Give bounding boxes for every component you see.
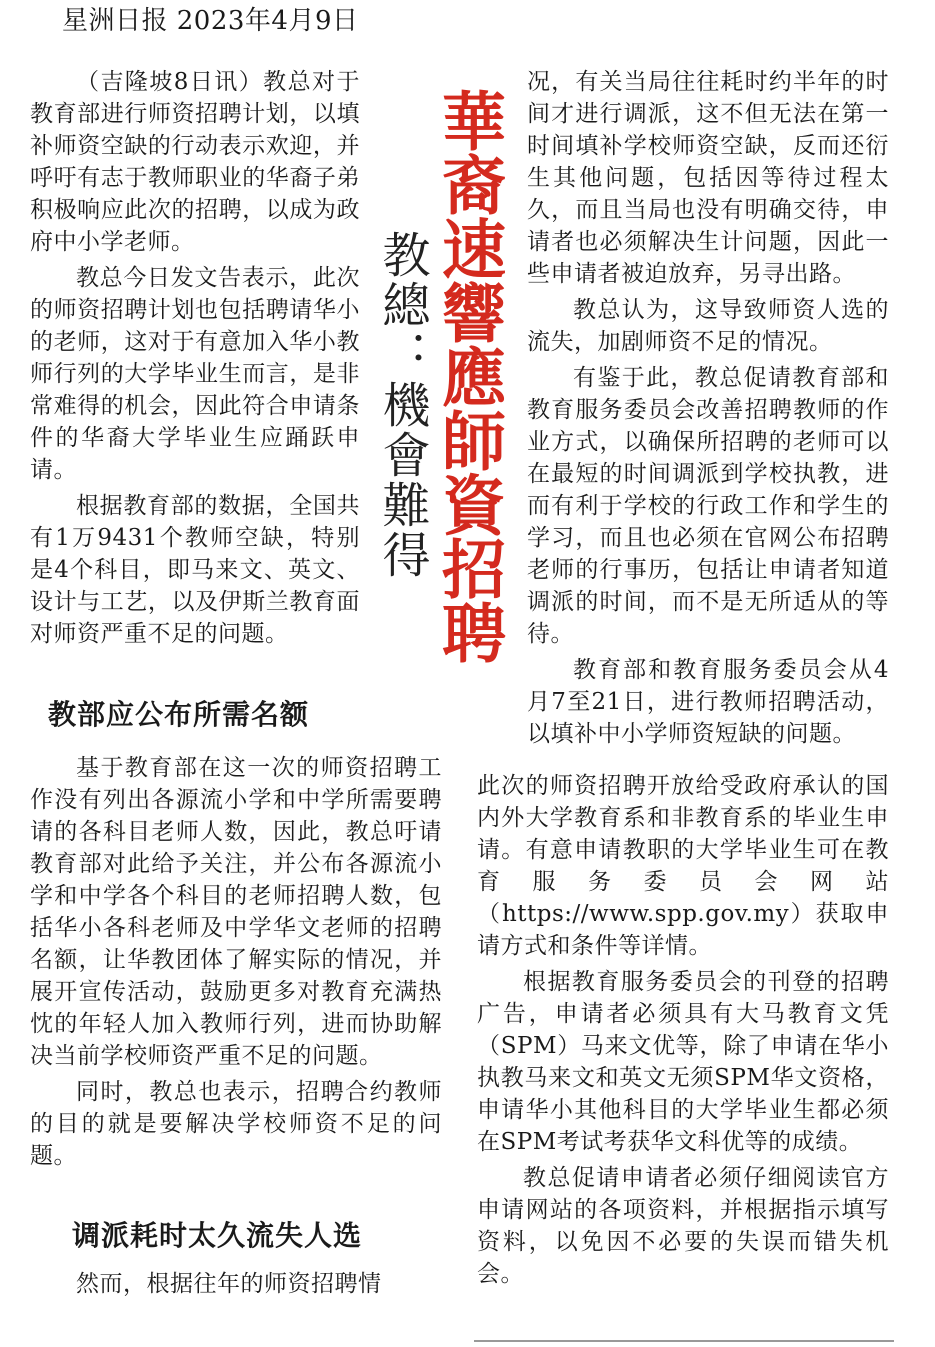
paragraph: 况，有关当局往往耗时约半年的时间才进行调派，这不但无法在第一时间填补学校师资空缺，反而还衍生其他问题，包括因等待过程太久，而且当局也没有明确交待，申请者也必须解决生计问题，因此一些申请者被迫放弃，另寻出路。 xyxy=(527,69,889,287)
paragraph: 教总认为，这导致师资人选的流失，加剧师资不足的情况。 xyxy=(527,297,889,355)
masthead-date: 星洲日报 2023年4月9日 xyxy=(62,6,359,36)
article-column-right xyxy=(527,66,889,750)
headline: 華裔速響應師資招聘 xyxy=(431,88,505,664)
subheading: 调派耗时太久流失人选 xyxy=(72,1219,363,1252)
article-column-left-lower xyxy=(30,752,442,1172)
headline-kicker: 教總：機會難得 xyxy=(374,230,430,580)
article-column-left xyxy=(30,66,360,650)
paragraph: 根据教育部的数据，全国共有1万9431个教师空缺，特别是4个科目，即马来文、英文、设计与工艺，以及伊斯兰教育面对师资严重不足的问题。 xyxy=(30,493,360,647)
paragraph: 教总促请申请者必须仔细阅读官方申请网站的各项资料，并根据指示填写资料，以免因不必要的失误而错失机会。 xyxy=(477,1165,889,1287)
paragraph: 基于教育部在这一次的师资招聘工作没有列出各源流小学和中学所需要聘请的各科目老师人数，因此，教总吁请教育部对此给予关注，并公布各源流小学和中学各个科目的老师招聘人数，包括华小各科老师及中学华文老师的招聘名额，让华教团体了解实际的情况，并展开宣传活动，鼓励更多对教育充满热忱的年轻人加入教师行列，进而协助解决当前学校师资严重不足的问题。 xyxy=(30,755,442,1069)
divider xyxy=(474,1340,894,1342)
paragraph: 教总今日发文告表示，此次的师资招聘计划也包括聘请华小的老师，这对于有意加入华小教师行列的大学毕业生而言，是非常难得的机会，因此符合申请条件的华裔大学毕业生应踊跃申请。 xyxy=(30,265,360,483)
article-column-left-bottom xyxy=(30,1268,442,1300)
paragraph: 然而，根据往年的师资招聘情 xyxy=(76,1271,382,1297)
paragraph: 教育部和教育服务委员会从4月7至21日，进行教师招聘活动，以填补中小学师资短缺的问题。 xyxy=(527,657,889,747)
article-column-right-lower xyxy=(477,770,889,1290)
paragraph: 有鉴于此，教总促请教育部和教育服务委员会改善招聘教师的作业方式，以确保所招聘的老师可以在最短的时间调派到学校执教，进而有利于学校的行政工作和学生的学习，而且也必须在官网公布招聘老师的行事历，包括让申请者知道调派的时间，而不是无所适从的等待。 xyxy=(527,365,889,647)
paragraph: （吉隆坡8日讯）教总对于教育部进行师资招聘计划，以填补师资空缺的行动表示欢迎，并呼吁有志于教师职业的华裔子弟积极响应此次的招聘，以成为政府中小学老师。 xyxy=(30,69,360,255)
paragraph: 此次的师资招聘开放给受政府承认的国内外大学教育系和非教育系的毕业生申请。有意申请教职的大学毕业生可在教育服务委员会网站（https://www.spp.gov.my）获取申请方式和条件等详情。 xyxy=(477,773,889,959)
paragraph: 根据教育服务委员会的刊登的招聘广告，申请者必须具有大马教育文凭（SPM）马来文优等，除了申请在华小执教马来文和英文无须SPM华文资格，申请华小其他科目的大学毕业生都必须在SPM考试考获华文科优等的成绩。 xyxy=(477,969,889,1155)
subheading: 教部应公布所需名额 xyxy=(48,698,310,731)
paragraph: 同时，教总也表示，招聘合约教师的目的就是要解决学校师资不足的问题。 xyxy=(30,1079,442,1169)
